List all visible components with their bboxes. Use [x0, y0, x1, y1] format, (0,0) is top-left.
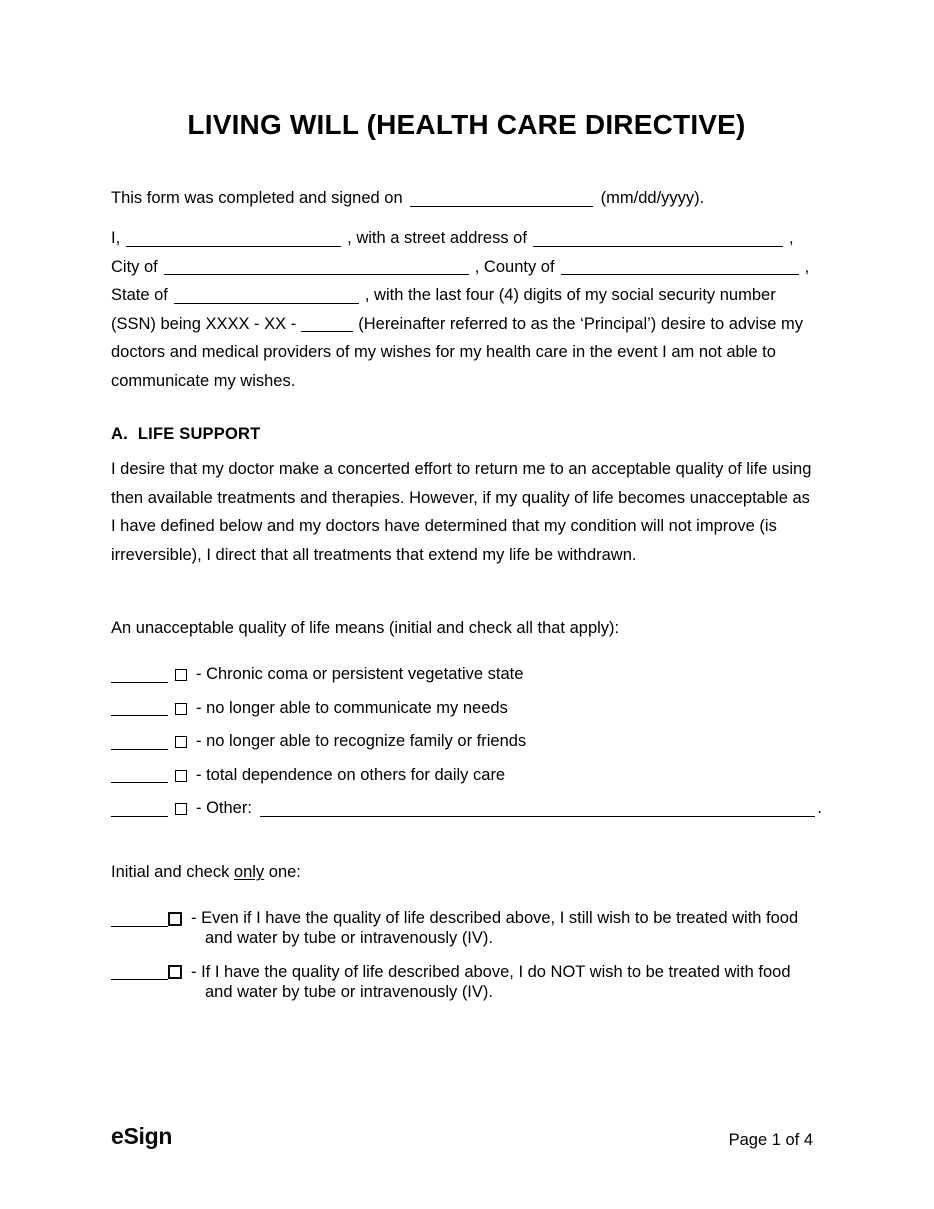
intro-text: , [788, 229, 794, 247]
option-label: - Chronic coma or persistent vegetative state [196, 665, 524, 683]
intro-line-5: doctors and medical providers of my wishes for my health care in the event I am not able to [111, 343, 776, 361]
lead-text-underlined: only [233, 863, 265, 881]
other-suffix: . [817, 799, 822, 817]
life-support-paragraph [111, 455, 822, 569]
lead-text: Initial and check [111, 863, 234, 881]
checkbox-icon[interactable] [175, 703, 187, 715]
option-label: - Other: [196, 799, 252, 817]
checkbox-icon[interactable] [168, 965, 182, 979]
feeding-option-row [111, 962, 822, 1002]
intro-paragraph [111, 224, 822, 395]
quality-option-row [111, 731, 822, 751]
intro-text: , [804, 257, 810, 276]
section-a-heading [111, 422, 822, 446]
intro-line-6: communicate my wishes. [111, 371, 296, 390]
paragraph-line: I have defined below and my doctors have determined that my condition will not improve (is [111, 517, 777, 535]
intro-text: City of [111, 257, 158, 276]
paragraph-line: I desire that my doctor make a concerted effort to return me to an acceptable quality of life using [111, 460, 812, 478]
intro-text: (Hereinafter referred to as the ‘Principal’) desire to advise my [358, 314, 804, 333]
intro-text: , with the last four (4) digits of my social security number [364, 286, 776, 304]
initials-blank[interactable] [111, 710, 168, 716]
esign-logo: eSign [111, 1123, 173, 1149]
intro-text: , County of [474, 257, 555, 276]
initials-blank[interactable] [111, 777, 168, 783]
quality-option-row [111, 664, 822, 684]
checkbox-icon[interactable] [175, 803, 187, 815]
checkbox-icon[interactable] [175, 669, 187, 681]
checkbox-icon[interactable] [175, 736, 187, 748]
county-blank[interactable] [561, 269, 799, 275]
quality-option-row-other [111, 798, 822, 818]
initials-blank[interactable] [111, 974, 168, 980]
intro-text: , with a street address of [347, 229, 527, 247]
intro-text: I, [111, 229, 121, 247]
intro-text: (SSN) being XXXX - XX - [111, 314, 297, 333]
date-line [111, 187, 822, 209]
section-letter: A. [111, 425, 128, 443]
intro-line-4 [111, 310, 822, 339]
initials-blank[interactable] [111, 811, 168, 817]
option-label: - Even if I have the quality of life described above, I still wish to be treated with food and water by tube or intravenously (IV). [191, 909, 799, 947]
initials-blank[interactable] [111, 744, 168, 750]
section-title: LIFE SUPPORT [137, 425, 261, 443]
quality-option-row [111, 765, 822, 785]
date-line-text: This form was completed and signed on [111, 189, 403, 207]
checkbox-icon[interactable] [168, 912, 182, 926]
initials-blank[interactable] [111, 921, 168, 927]
option-label: - no longer able to communicate my needs [196, 698, 508, 717]
lead-text: one: [264, 863, 301, 881]
option-label: - If I have the quality of life described above, I do NOT wish to be treated with food and water by tube or intravenously (IV). [191, 962, 791, 1001]
paragraph-line: then available treatments and therapies. However, if my quality of life becomes unacceptable as [111, 488, 810, 507]
city-blank[interactable] [164, 269, 469, 275]
street-address-blank[interactable] [533, 241, 783, 247]
intro-line-1 [111, 224, 822, 253]
quality-list-lead: An unacceptable quality of life means (initial and check all that apply): [111, 619, 620, 637]
feeding-choice-list [111, 908, 822, 1015]
signed-date-blank[interactable] [410, 201, 593, 207]
feeding-choice-lead [111, 862, 822, 882]
state-blank[interactable] [174, 298, 359, 304]
checkbox-icon[interactable] [175, 770, 187, 782]
initials-blank[interactable] [111, 677, 168, 683]
document-title: LIVING WILL (HEALTH CARE DIRECTIVE) [187, 109, 746, 140]
option-label: - no longer able to recognize family or friends [196, 732, 527, 750]
ssn-last-digits-blank[interactable] [301, 326, 353, 332]
intro-text: State of [111, 286, 168, 304]
intro-line-2 [111, 253, 822, 282]
intro-line-3 [111, 281, 822, 310]
page-number-label: Page 1 of 4 [728, 1131, 813, 1149]
other-description-blank[interactable] [260, 811, 815, 817]
quality-checklist [111, 664, 822, 832]
principal-name-blank[interactable] [126, 241, 341, 247]
quality-option-row [111, 698, 822, 718]
feeding-option-row [111, 908, 822, 948]
paragraph-line: irreversible), I direct that all treatments that extend my life be withdrawn. [111, 545, 637, 564]
option-label: - total dependence on others for daily care [196, 765, 506, 784]
date-format-hint: (mm/dd/yyyy). [600, 189, 705, 207]
